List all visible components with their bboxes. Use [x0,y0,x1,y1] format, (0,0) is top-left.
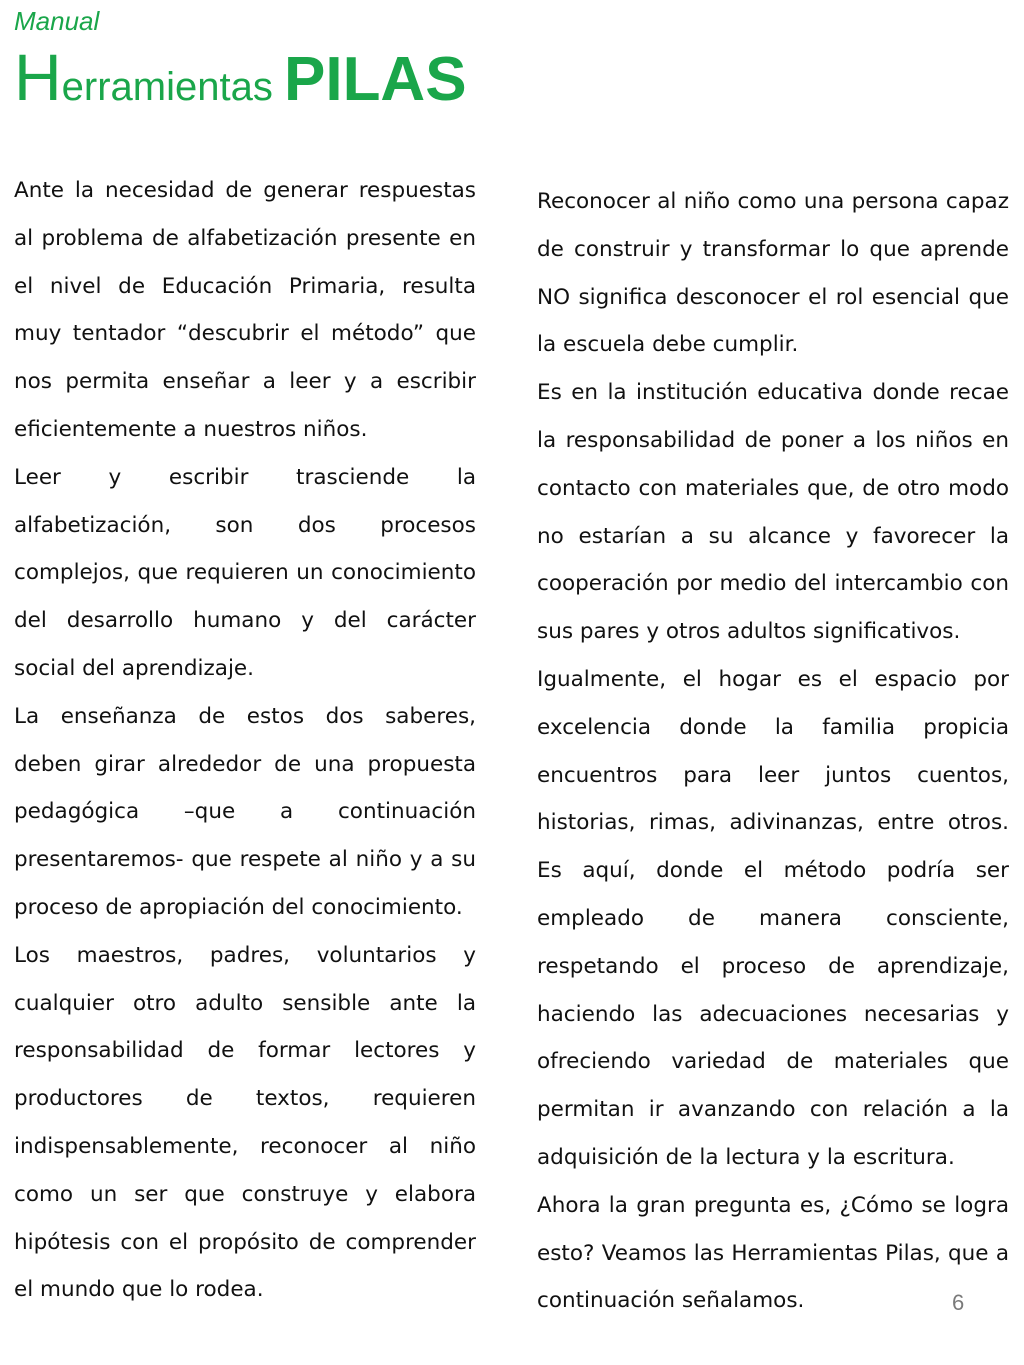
title-initial: H [14,40,62,114]
manual-label: Manual [14,6,100,36]
paragraph: La enseñanza de estos dos saberes, deben girar alrededor de una propuesta pedagógica –que a continuación presentaremos- que respete al niño y a su proceso de apropiación del conocimiento. [14,703,476,920]
paragraph: Los maestros, padres, voluntarios y cualquier otro adulto sensible ante la responsabilidad de formar lectores y productores de textos, requieren indispensablemente, reconocer al niño como un ser que construye y elabora hipótesis con el propósito de comprender el mundo que lo rodea. [14,942,476,1303]
right-column [537,178,1009,1325]
title-word: erramientas [61,65,284,109]
paragraph: Igualmente, el hogar es el espacio por excelencia donde la familia propicia encuentros para leer juntos cuentos, historias, rimas, adivinanzas, entre otros. Es aquí, donde el método podría ser empleado de manera consciente, respetando el proceso de aprendizaje, haciendo las adecuaciones necesarias y ofreciendo variedad de materiales que permitan ir avanzando con relación a la adquisición de la lectura y la escritura. [537,666,1009,1170]
page-title [14,40,467,114]
page-number: 6 [952,1290,965,1315]
left-column [14,167,476,1314]
paragraph: Leer y escribir trasciende la alfabetización, son dos procesos complejos, que requieren un conocimiento del desarrollo humano y del carácter social del aprendizaje. [14,464,476,681]
paragraph: Ahora la gran pregunta es, ¿Cómo se logra esto? Veamos las Herramientas Pilas, que a continuación señalamos. [537,1192,1009,1314]
paragraph: Reconocer al niño como una persona capaz de construir y transformar lo que aprende NO significa desconocer el rol esencial que la escuela debe cumplir. [537,189,1009,358]
paragraph: Es en la institución educativa donde recae la responsabilidad de poner a los niños en contacto con materiales que, de otro modo no estarían a su alcance y favorecer la cooperación por medio del intercambio con sus pares y otros adultos significativos. [537,380,1009,645]
title-pilas: PILAS [283,45,467,114]
paragraph: Ante la necesidad de generar respuestas al problema de alfabetización presente en el nivel de Educación Primaria, resulta muy tentador “descubrir el método” que nos permita enseñar a leer y a escribir eficientemente a nuestros niños. [14,178,476,442]
